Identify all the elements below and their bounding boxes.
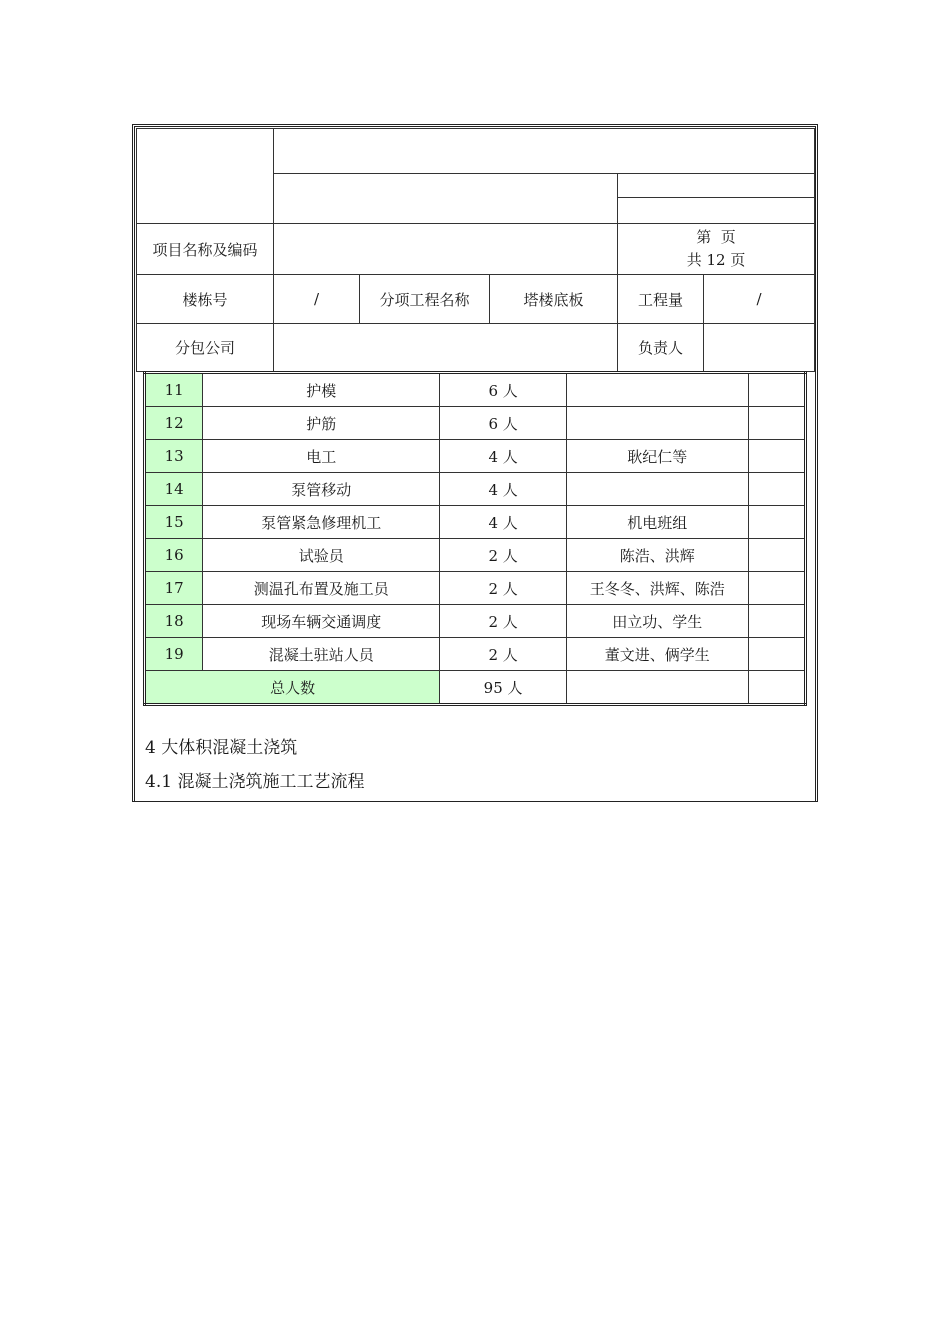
row-extra: [748, 605, 805, 638]
row-count: 6 人: [440, 407, 567, 440]
quantity-label: 工程量: [618, 275, 704, 324]
row-names: 陈浩、洪辉: [566, 539, 748, 572]
row-count: 2 人: [440, 539, 567, 572]
table-row: [145, 605, 806, 638]
row-extra: [748, 473, 805, 506]
row-number: 11: [145, 373, 203, 407]
row-extra: [748, 572, 805, 605]
row-count: 2 人: [440, 572, 567, 605]
row-number: 14: [145, 473, 203, 506]
building-label: 楼栋号: [137, 275, 274, 324]
table-row: [145, 506, 806, 539]
row-count: 6 人: [440, 373, 567, 407]
project-label: 项目名称及编码: [137, 224, 274, 275]
subcontractor-label: 分包公司: [137, 324, 274, 372]
row-count: 4 人: [440, 473, 567, 506]
row-role: 现场车辆交通调度: [203, 605, 440, 638]
row-role: 混凝土驻站人员: [203, 638, 440, 671]
total-extra: [748, 671, 805, 705]
table-row: [145, 440, 806, 473]
row-names: [566, 373, 748, 407]
row-names: 耿纪仁等: [566, 440, 748, 473]
row-names: 田立功、学生: [566, 605, 748, 638]
row-names: [566, 407, 748, 440]
row-role: 电工: [203, 440, 440, 473]
page-info-cell: [618, 224, 815, 275]
row-extra: [748, 373, 805, 407]
table-row: [145, 572, 806, 605]
quantity-value: /: [704, 275, 815, 324]
total-names: [566, 671, 748, 705]
frame-bottom-line: [132, 801, 818, 802]
row-role: 试验员: [203, 539, 440, 572]
total-label: 总人数: [145, 671, 440, 705]
person-label: 负责人: [618, 324, 704, 372]
doc-code-cell: [618, 174, 815, 224]
row-number: 16: [145, 539, 203, 572]
total-pages: 共 12 页: [686, 251, 746, 269]
subsection-title: 4.1 混凝土浇筑施工工艺流程: [145, 772, 365, 792]
row-count: 4 人: [440, 440, 567, 473]
total-value: 95 人: [440, 671, 567, 705]
section-title: 4 大体积混凝土浇筑: [145, 738, 298, 758]
row-extra: [748, 440, 805, 473]
subtitle-cell: [274, 174, 618, 224]
row-number: 13: [145, 440, 203, 473]
row-number: 12: [145, 407, 203, 440]
subcontractor-value[interactable]: [274, 324, 618, 372]
row-count: 2 人: [440, 605, 567, 638]
logo-cell: [137, 129, 274, 224]
row-extra: [748, 407, 805, 440]
subitem-label: 分项工程名称: [360, 275, 490, 324]
title-cell: [274, 129, 815, 174]
row-number: 18: [145, 605, 203, 638]
row-count: 4 人: [440, 506, 567, 539]
project-value[interactable]: [274, 224, 618, 275]
row-number: 17: [145, 572, 203, 605]
table-row: [145, 407, 806, 440]
row-role: 护筋: [203, 407, 440, 440]
row-role: 泵管移动: [203, 473, 440, 506]
row-role: 泵管紧急修理机工: [203, 506, 440, 539]
table-row: [145, 473, 806, 506]
row-number: 15: [145, 506, 203, 539]
row-extra: [748, 506, 805, 539]
row-role: 测温孔布置及施工员: [203, 572, 440, 605]
row-names: 董文进、俩学生: [566, 638, 748, 671]
header-table: [136, 128, 815, 372]
table-row: [145, 539, 806, 572]
row-names: 机电班组: [566, 506, 748, 539]
row-extra: [748, 539, 805, 572]
table-row: [145, 373, 806, 407]
row-names: [566, 473, 748, 506]
person-value[interactable]: [704, 324, 815, 372]
building-value: /: [274, 275, 360, 324]
row-number: 19: [145, 638, 203, 671]
row-count: 2 人: [440, 638, 567, 671]
subitem-value: 塔楼底板: [490, 275, 618, 324]
row-role: 护模: [203, 373, 440, 407]
table-row: [145, 638, 806, 671]
page-number: 第 页: [696, 228, 736, 246]
row-names: 王冬冬、洪辉、陈浩: [566, 572, 748, 605]
staff-table: [143, 371, 807, 706]
row-extra: [748, 638, 805, 671]
